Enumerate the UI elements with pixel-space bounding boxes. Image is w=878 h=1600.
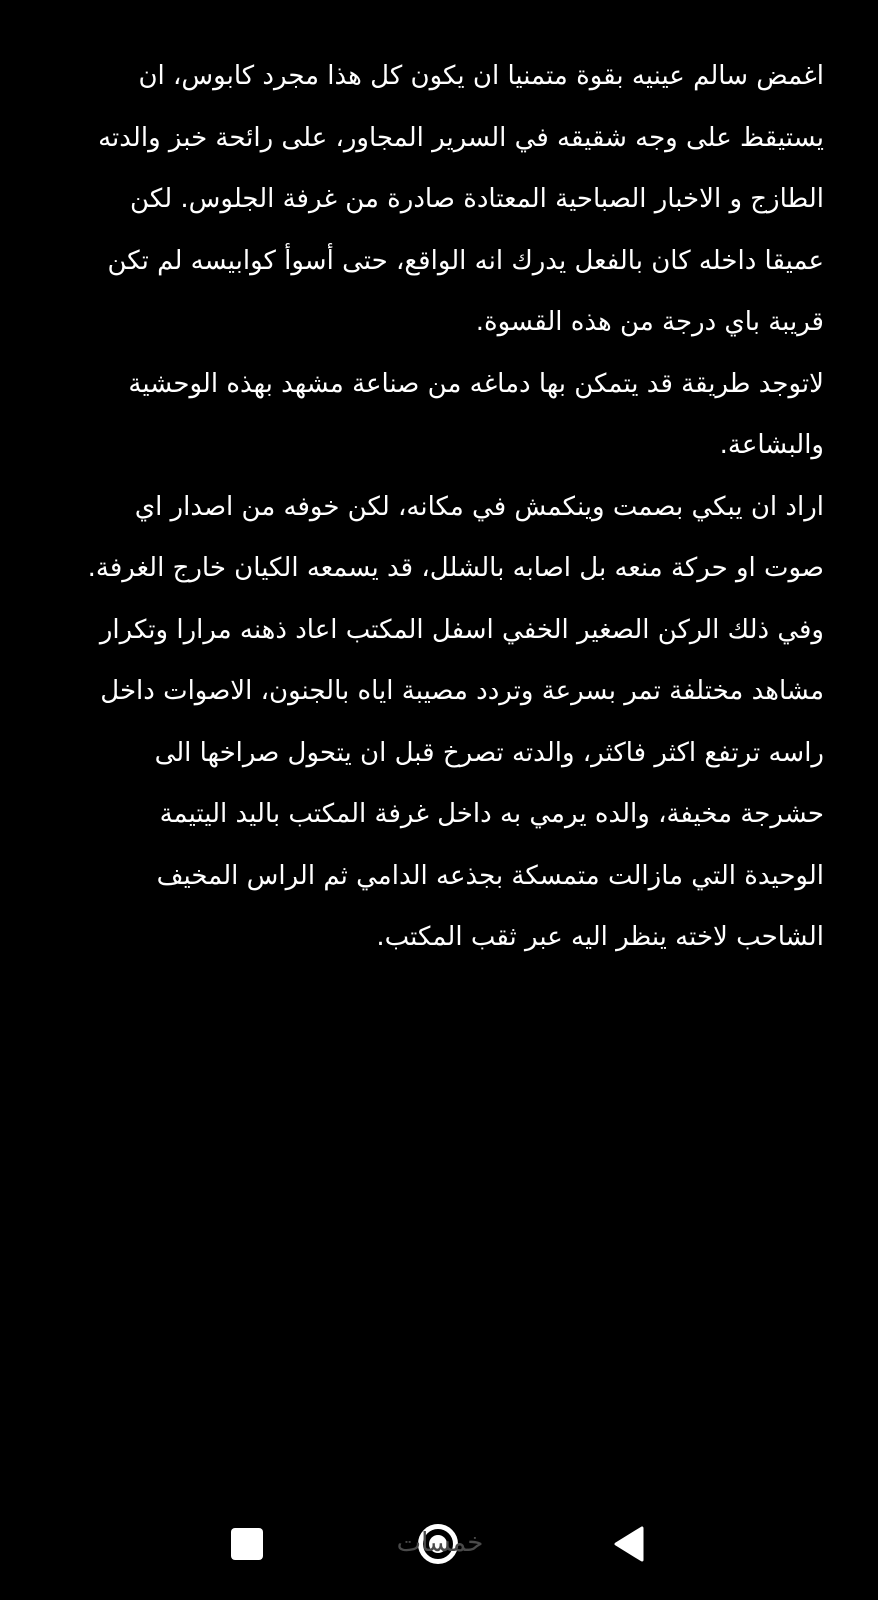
paragraph-2: لاتوجد طريقة قد يتمكن بها دماغه من صناعة مشهد بهذه الوحشية والبشاعة.: [128, 368, 824, 460]
story-text: [78, 46, 824, 969]
back-button[interactable]: [599, 1514, 659, 1574]
paragraph-3: اراد ان يبكي بصمت وينكمش في مكانه، لكن خوفه من اصدار اي صوت او حركة منعه بل اصابه بالشلل، قد يسمعه الكيان خارج الغرفة.: [87, 491, 824, 583]
paragraph-1: اغمض سالم عينيه بقوة متمنيا ان يكون كل هذا مجرد كابوس، ان يستيقظ على وجه شقيقه في السرير المجاور، على رائحة خبز والدته الطازج و الاخبار الصباحية المعتادة صادرة من غرفة الجلوس. لكن عميقا داخله كان بالفعل يدرك انه الواقع، حتى أسوأ كوابيسه لم تكن قريبة باي درجة من هذه القسوة.: [98, 61, 824, 337]
square-icon: [231, 1528, 263, 1560]
triangle-back-icon: [612, 1525, 646, 1563]
recents-button[interactable]: [217, 1514, 277, 1574]
watermark-logo: خمسات: [396, 1528, 484, 1558]
paragraph-4: وفي ذلك الركن الصغير الخفي اسفل المكتب اعاد ذهنه مرارا وتكرار مشاهد مختلفة تمر بسرعة وتردد مصيبة اياه بالجنون، الاصوات داخل راسه ترتفع اكثر فاكثر، والدته تصرخ قبل ان يتحول صراخها الى حشرجة مخيفة، والده يرمي به داخل غرفة المكتب باليد اليتيمة الوحيدة التي مازالت متمسكة بجذعه الدامي ثم الراس المخيف الشاحب لاخته ينظر اليه عبر ثقب المكتب.: [99, 614, 824, 952]
